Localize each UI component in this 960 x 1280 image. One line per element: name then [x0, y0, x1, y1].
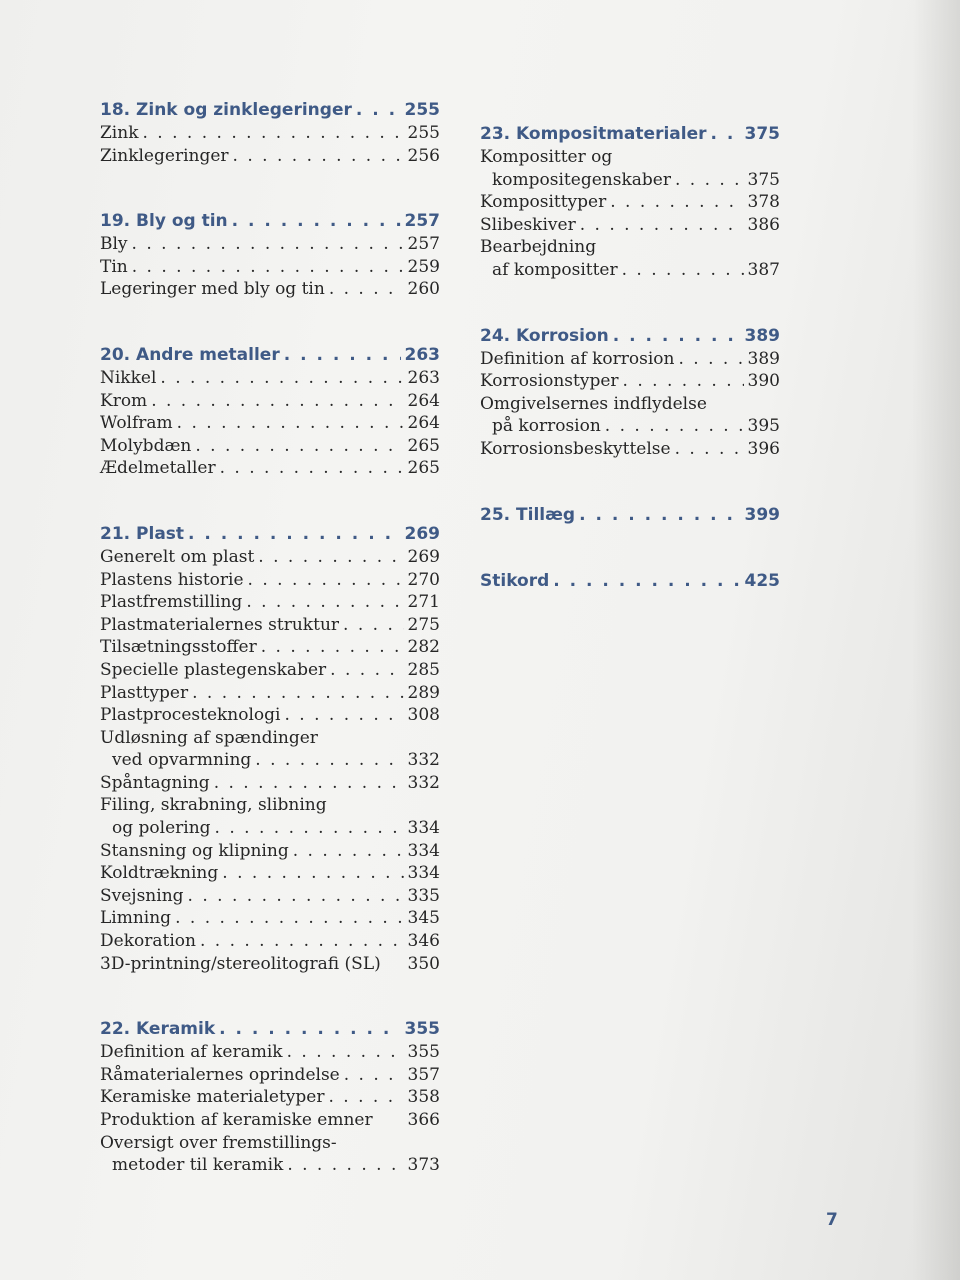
toc-chapter [100, 522, 440, 975]
entry-page-number: 387 [747, 259, 780, 280]
leader-dots [678, 348, 743, 371]
entry-page-number: 265 [407, 458, 440, 479]
toc-chapter [480, 324, 780, 461]
entry-page-number: 282 [407, 637, 440, 658]
entry-title: Tilsætningsstoffer [100, 637, 257, 658]
toc-entry [100, 591, 440, 614]
entry-page-number: 396 [747, 438, 780, 459]
entry-title: Plastmaterialernes struktur [100, 614, 340, 635]
chapter-page-number: 399 [744, 504, 780, 525]
toc-entry [100, 614, 440, 637]
toc-right-column [480, 122, 780, 635]
leader-dots [610, 191, 743, 214]
entry-page-number: 345 [407, 908, 440, 929]
toc-entry [480, 146, 780, 169]
toc-entry [100, 682, 440, 705]
chapter-page-number: 375 [744, 124, 780, 144]
entry-page-number: 264 [407, 413, 440, 434]
entry-page-number: 308 [407, 705, 440, 726]
entry-page-number: 270 [407, 569, 440, 590]
leader-dots [132, 233, 404, 256]
entry-title: 3D-printning/stereolitografi (SL) [100, 953, 381, 974]
toc-entry [480, 348, 780, 371]
entry-title: Ædelmetaller [100, 458, 216, 479]
leader-dots [293, 840, 404, 863]
chapter-heading [480, 324, 780, 348]
entry-title: Zinklegeringer [100, 145, 229, 166]
entry-title: Molybdæn [100, 435, 192, 456]
toc-entry [100, 435, 440, 458]
entry-title: Kompositter og [480, 147, 613, 167]
leader-dots [233, 145, 404, 168]
leader-dots [214, 772, 404, 795]
entry-page-number: 265 [407, 435, 440, 456]
toc-chapter [100, 1017, 440, 1177]
entry-title: Råmaterialernes oprindelse [100, 1064, 340, 1085]
leader-dots [605, 415, 744, 438]
leader-dots [200, 930, 404, 953]
chapter-title: 24. Korrosion [480, 325, 609, 346]
entry-page-number: 378 [747, 192, 780, 213]
toc-entry [100, 907, 440, 930]
entry-title: Legeringer med bly og tin [100, 279, 325, 300]
chapter-title: 21. Plast [100, 523, 185, 544]
entry-page-number: 390 [747, 371, 780, 392]
entry-title: af kompositter [492, 259, 618, 280]
entry-title: Wolfram [100, 413, 173, 434]
toc-entry [480, 236, 780, 259]
chapter-title: 18. Zink og zinklegeringer [100, 100, 352, 120]
toc-entry [100, 749, 440, 772]
leader-dots [329, 278, 404, 301]
entry-title: Produktion af keramiske emner [100, 1110, 373, 1130]
entry-title: Slibeskiver [480, 214, 576, 235]
entry-title: Omgivelsernes indflydelse [480, 393, 707, 414]
toc-entry [480, 169, 780, 192]
entry-title: kompositegenskaber [492, 169, 671, 190]
leader-dots [553, 569, 740, 593]
entry-title: på korrosion [492, 416, 601, 437]
entry-title: Komposittyper [480, 192, 607, 213]
entry-title: Generelt om plast [100, 546, 255, 567]
toc-entry [100, 1086, 440, 1109]
toc-entry [100, 862, 440, 885]
leader-dots [330, 659, 403, 682]
toc-chapter [100, 209, 440, 301]
entry-page-number: 355 [407, 1042, 440, 1063]
leader-dots [192, 682, 403, 705]
entry-page-number: 260 [407, 279, 440, 300]
entry-title: Plastprocesteknologi [100, 705, 281, 726]
entry-title: Spåntagning [100, 772, 210, 793]
entry-title: Krom [100, 390, 148, 411]
chapter-page-number: 389 [744, 325, 780, 346]
toc-entry [100, 817, 440, 840]
chapter-heading [480, 122, 780, 146]
entry-page-number: 269 [407, 546, 440, 567]
entry-page-number: 285 [407, 659, 440, 680]
chapter-heading [480, 503, 780, 527]
leader-dots [188, 885, 404, 908]
leader-dots [613, 324, 741, 348]
entry-title: Definition af korrosion [480, 348, 675, 369]
entry-title: Specielle plastegenskaber [100, 659, 327, 680]
leader-dots [261, 636, 404, 659]
toc-entry [100, 412, 440, 435]
chapter-title: 19. Bly og tin [100, 211, 228, 232]
leader-dots [287, 1154, 403, 1177]
entry-page-number: 395 [747, 416, 780, 437]
leader-dots [175, 907, 403, 930]
entry-page-number: 289 [407, 682, 440, 703]
chapter-title: 20. Andre metaller [100, 344, 280, 365]
entry-title: Plasttyper [100, 682, 189, 703]
toc-entry [480, 191, 780, 214]
leader-dots [711, 122, 741, 146]
leader-dots [255, 749, 403, 772]
toc-entry [100, 885, 440, 908]
leader-dots [232, 209, 401, 233]
leader-dots [343, 614, 404, 637]
entry-title: og polering [112, 818, 211, 839]
entry-page-number: 257 [407, 234, 440, 255]
entry-title: Dekoration [100, 931, 196, 952]
entry-title: Bearbejdning [480, 237, 597, 258]
entry-page-number: 357 [407, 1064, 440, 1085]
toc-entry [100, 569, 440, 592]
toc-entry [100, 794, 440, 817]
chapter-title: 23. Kompositmaterialer [480, 124, 707, 144]
toc-entry [100, 233, 440, 256]
toc-entry [100, 659, 440, 682]
entry-page-number: 255 [407, 123, 440, 143]
toc-chapter [100, 343, 440, 480]
toc-entry [100, 704, 440, 727]
toc-entry [100, 278, 440, 301]
leader-dots [215, 817, 404, 840]
entry-title: Plastens historie [100, 569, 244, 590]
toc-entry [480, 393, 780, 416]
entry-page-number: 389 [747, 348, 780, 369]
leader-dots [580, 214, 744, 237]
leader-dots [195, 435, 403, 458]
toc-entry [480, 214, 780, 237]
entry-title: Korrosionstyper [480, 371, 619, 392]
leader-dots [248, 569, 404, 592]
chapter-heading [100, 98, 440, 122]
entry-page-number: 332 [407, 750, 440, 771]
toc-entry [100, 457, 440, 480]
toc-entry [100, 953, 440, 976]
entry-page-number: 275 [407, 614, 440, 635]
page-number: 7 [826, 1210, 838, 1230]
entry-title: Svejsning [100, 885, 184, 906]
leader-dots [219, 1017, 400, 1041]
leader-dots [287, 1041, 404, 1064]
entry-page-number: 334 [407, 840, 440, 861]
leader-dots [579, 503, 740, 527]
leader-dots [151, 390, 403, 413]
toc-entry [100, 390, 440, 413]
leader-dots [177, 412, 404, 435]
toc-entry [100, 636, 440, 659]
leader-dots [622, 259, 744, 282]
chapter-heading [100, 343, 440, 367]
chapter-title: Stikord [480, 570, 550, 591]
entry-page-number: 259 [407, 256, 440, 277]
toc-chapter [100, 98, 440, 167]
entry-page-number: 375 [747, 169, 780, 190]
leader-dots [284, 704, 403, 727]
chapter-heading [100, 209, 440, 233]
toc-entry [100, 1109, 440, 1132]
toc-chapter [480, 122, 780, 282]
toc-chapter [480, 569, 780, 593]
toc-entry [100, 546, 440, 569]
toc-entry [100, 256, 440, 279]
leader-dots [258, 546, 403, 569]
leader-dots [220, 457, 404, 480]
page-shadow [912, 0, 960, 1280]
entry-page-number: 346 [407, 931, 440, 952]
toc-entry [100, 930, 440, 953]
toc-entry [100, 1132, 440, 1155]
leader-dots [143, 122, 404, 145]
entry-page-number: 335 [407, 885, 440, 906]
chapter-heading [100, 1017, 440, 1041]
entry-page-number: 386 [747, 214, 780, 235]
leader-dots [356, 98, 401, 122]
entry-page-number: 332 [407, 772, 440, 793]
leader-dots [623, 370, 744, 393]
leader-dots [160, 367, 403, 390]
toc-entry [480, 438, 780, 461]
leader-dots [675, 438, 744, 461]
toc-entry [100, 122, 440, 145]
entry-title: Nikkel [100, 367, 157, 388]
entry-page-number: 358 [407, 1087, 440, 1108]
toc-entry [100, 367, 440, 390]
entry-title: Bly [100, 234, 128, 255]
entry-page-number: 366 [407, 1110, 440, 1130]
entry-title: Plastfremstilling [100, 592, 243, 613]
entry-title: Keramiske materialetyper [100, 1087, 325, 1108]
entry-title: Korrosionsbeskyttelse [480, 438, 671, 459]
toc-entry [100, 840, 440, 863]
entry-title: metoder til keramik [112, 1155, 284, 1176]
leader-dots [344, 1064, 404, 1087]
entry-page-number: 350 [407, 953, 440, 974]
entry-title: ved opvarmning [112, 750, 252, 771]
leader-dots [222, 862, 403, 885]
toc-entry [100, 145, 440, 168]
entry-title: Stansning og klipning [100, 840, 289, 861]
entry-title: Definition af keramik [100, 1042, 283, 1063]
chapter-title: 25. Tillæg [480, 504, 576, 525]
entry-title: Tin [100, 256, 128, 277]
entry-page-number: 373 [407, 1155, 440, 1176]
leader-dots [188, 522, 400, 546]
chapter-page-number: 255 [404, 100, 440, 120]
toc-entry [100, 1041, 440, 1064]
leader-dots [328, 1086, 403, 1109]
entry-title: Koldtrækning [100, 863, 219, 884]
chapter-page-number: 355 [404, 1019, 440, 1040]
chapter-page-number: 425 [744, 570, 780, 591]
entry-page-number: 334 [407, 863, 440, 884]
entry-page-number: 334 [407, 818, 440, 839]
toc-left-column [100, 98, 440, 1219]
leader-dots [132, 256, 404, 279]
toc-entry [100, 1154, 440, 1177]
leader-dots [246, 591, 403, 614]
entry-title: Zink [100, 123, 139, 143]
toc-entry [100, 772, 440, 795]
leader-dots [284, 343, 401, 367]
entry-title: Oversigt over fremstillings- [100, 1132, 337, 1153]
toc-entry [480, 259, 780, 282]
chapter-page-number: 269 [404, 523, 440, 544]
chapter-heading [480, 569, 780, 593]
toc-entry [100, 727, 440, 750]
entry-page-number: 264 [407, 390, 440, 411]
entry-page-number: 271 [407, 592, 440, 613]
toc-entry [480, 370, 780, 393]
entry-title: Limning [100, 908, 172, 929]
entry-title: Filing, skrabning, slibning [100, 795, 327, 816]
chapter-page-number: 263 [404, 344, 440, 365]
toc-entry [480, 415, 780, 438]
entry-page-number: 256 [407, 145, 440, 166]
toc-entry [100, 1064, 440, 1087]
chapter-page-number: 257 [404, 211, 440, 232]
leader-dots [675, 169, 744, 192]
chapter-heading [100, 522, 440, 546]
toc-chapter [480, 503, 780, 527]
chapter-title: 22. Keramik [100, 1019, 216, 1040]
entry-page-number: 263 [407, 367, 440, 388]
entry-title: Udløsning af spændinger [100, 727, 318, 748]
